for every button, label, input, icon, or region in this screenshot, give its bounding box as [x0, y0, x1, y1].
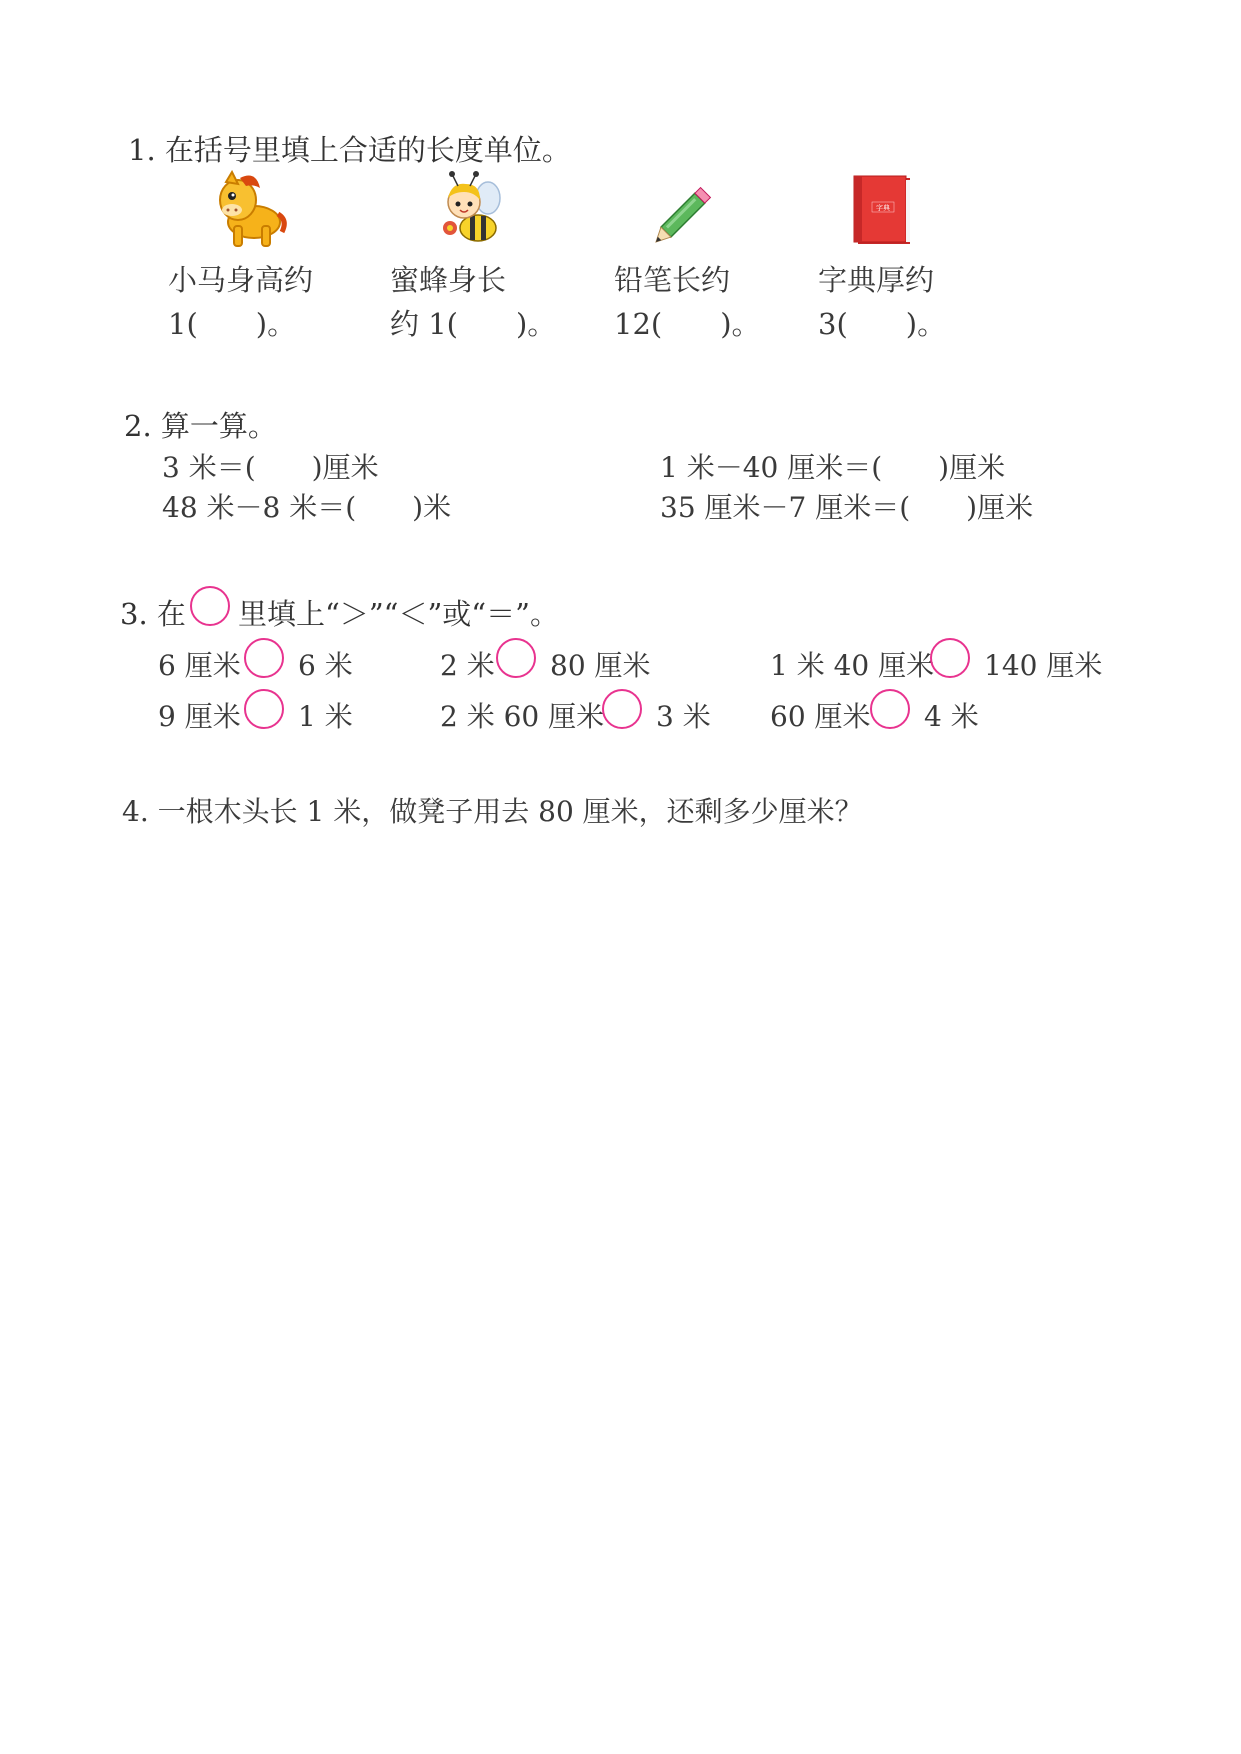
q2-item1: 3 米＝( )厘米: [162, 451, 379, 484]
q3-item1-left: 6 厘米: [158, 649, 241, 682]
dictionary-icon: [850, 172, 916, 248]
q3-item3-right: 140 厘米: [984, 649, 1103, 682]
q1-title: 1. 在括号里填上合适的长度单位。: [128, 133, 571, 167]
q3-item6-circle[interactable]: [870, 689, 910, 729]
q3-item3-circle[interactable]: [930, 638, 970, 678]
horse-icon: [210, 170, 290, 250]
q1-item2-line1: 蜜蜂身长: [390, 263, 507, 297]
q3-item2-right: 80 厘米: [550, 649, 651, 682]
q3-item6-left: 60 厘米: [770, 700, 871, 733]
q3-item4-left: 9 厘米: [158, 700, 241, 733]
q3-item5-circle[interactable]: [602, 689, 642, 729]
q3-item6-right: 4 米: [924, 700, 979, 733]
q3-item2-circle[interactable]: [496, 638, 536, 678]
q1-item4-line1: 字典厚约: [818, 263, 935, 297]
q3-title-pre: 3. 在: [120, 597, 186, 631]
q1-item4-line2: 3( )。: [818, 307, 947, 341]
q4-title: 4. 一根木头长 1 米，做凳子用去 80 厘米，还剩多少厘米？: [122, 795, 863, 828]
q2-item2: 1 米－40 厘米＝( )厘米: [660, 451, 1006, 484]
q1-item2-line2: 约 1( )。: [390, 307, 557, 341]
q1-item1-line2: 1( )。: [168, 307, 297, 341]
q3-item4-circle[interactable]: [244, 689, 284, 729]
q3-item4-right: 1 米: [298, 700, 353, 733]
q3-item2-left: 2 米: [440, 649, 495, 682]
pencil-icon: [650, 178, 720, 248]
q2-item4: 35 厘米－7 厘米＝( )厘米: [660, 491, 1034, 524]
q3-item1-circle[interactable]: [244, 638, 284, 678]
q3-item5-right: 3 米: [656, 700, 711, 733]
q2-item3: 48 米－8 米＝( )米: [162, 491, 452, 524]
dictionary-label: 字典: [876, 204, 890, 212]
q1-item3-line1: 铅笔长约: [614, 263, 731, 297]
bee-icon: [430, 170, 510, 250]
q3-item3-left: 1 米 40 厘米: [770, 649, 935, 682]
q2-title: 2. 算一算。: [124, 409, 277, 443]
q3-title-post: 里填上“＞”“＜”或“＝”。: [238, 597, 559, 631]
q1-item1-line1: 小马身高约: [168, 263, 314, 297]
q3-item5-left: 2 米 60 厘米: [440, 700, 605, 733]
q1-item3-line2: 12( )。: [614, 307, 761, 341]
q3-title-circle: [190, 586, 230, 626]
q3-item1-right: 6 米: [298, 649, 353, 682]
